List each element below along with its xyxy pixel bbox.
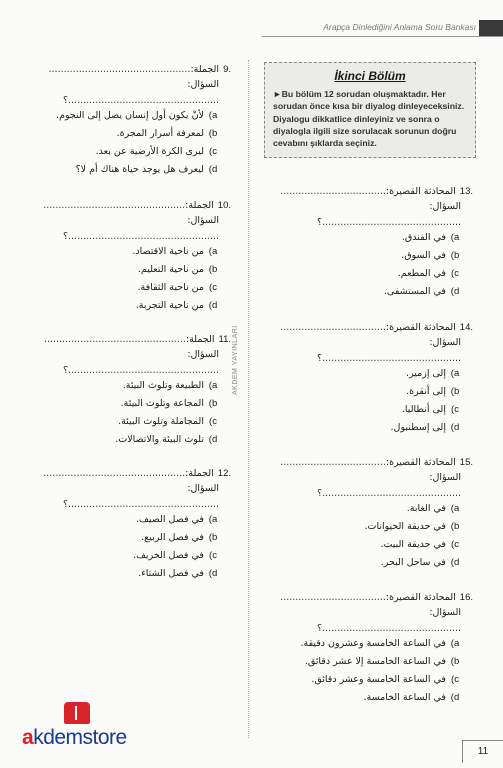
answer-option[interactable]: [16, 395, 231, 413]
answer-blank: ...............................................: [43, 468, 186, 479]
question-number: 11.: [218, 334, 231, 345]
question-block: [16, 62, 231, 179]
option-letter: c): [451, 674, 459, 685]
question-header: [16, 332, 231, 347]
question-block: [16, 198, 231, 315]
header-rule: [262, 36, 503, 37]
publisher-logo: [22, 702, 152, 752]
option-letter: c): [209, 416, 217, 427]
section-instructions: ►Bu bölüm 12 sorudan oluşmaktadır. Her sorudan önce kısa bir diyalog dinleyeceksiniz. Diyalogu dikkatlice dinleyiniz ve sonra o diyalogla ilgili size sorulacak sorunun doğru cevabını şıklarda seçiniz.: [273, 89, 465, 149]
prompt-label: الجملة:: [185, 334, 215, 345]
question-block: [16, 332, 231, 449]
answer-blank: ...............................................: [43, 200, 186, 211]
answer-option[interactable]: [263, 689, 473, 707]
option-letter: a): [450, 638, 460, 649]
answer-option[interactable]: [16, 261, 231, 279]
question-blank: ..............................................؟: [317, 353, 461, 364]
book-icon: [64, 702, 90, 724]
answer-option[interactable]: [16, 431, 231, 449]
question-line: [263, 199, 473, 229]
option-letter: d): [208, 164, 218, 175]
option-letter: c): [209, 146, 217, 157]
option-letter: a): [208, 110, 218, 121]
question-label: السؤال:: [429, 337, 461, 348]
logo-letter: a: [22, 726, 34, 749]
option-text: تلوث البيئة والاتصالات.: [115, 434, 204, 445]
option-letter: c): [451, 404, 459, 415]
option-text: في المطعم.: [397, 268, 446, 279]
answer-blank: ...................................: [280, 592, 386, 603]
question-blank: ..............................................؟: [317, 623, 461, 634]
option-text: الطبيعة وتلوث البيئة.: [122, 380, 204, 391]
question-number: 14.: [459, 322, 473, 333]
section-title: İkinci Bölüm: [334, 69, 406, 83]
option-letter: d): [450, 692, 460, 703]
answer-option[interactable]: [263, 229, 473, 247]
column-divider: [248, 60, 249, 738]
prompt-label: المحادثة القصيرة:: [385, 592, 456, 603]
option-letter: d): [208, 568, 218, 579]
answer-option[interactable]: [263, 283, 473, 301]
page-header-title: Arapça Dinlediğini Anlama Soru Bankası: [323, 22, 476, 32]
option-text: المجاعة وتلوث البيئة.: [120, 398, 204, 409]
answer-blank: ...................................: [280, 322, 386, 333]
question-blank: ..................................................؟: [62, 231, 219, 242]
option-letter: c): [451, 268, 459, 279]
question-label: السؤال:: [429, 607, 461, 618]
question-label: السؤال:: [429, 201, 461, 212]
option-letter: d): [208, 434, 218, 445]
answer-option[interactable]: [16, 529, 231, 547]
option-text: في الفندق.: [401, 232, 446, 243]
option-text: إلى إزمير.: [406, 368, 446, 379]
answer-option[interactable]: [263, 365, 473, 383]
side-publisher-label: AKDEM YAYINLARI: [232, 325, 239, 395]
question-blank: ..................................................؟: [62, 499, 219, 510]
answer-blank: ...............................................: [43, 334, 186, 345]
question-header: [16, 466, 231, 481]
option-text: في ساحل البحر.: [380, 557, 446, 568]
answer-option[interactable]: [263, 635, 473, 653]
prompt-label: المحادثة القصيرة:: [385, 186, 456, 197]
option-letter: c): [451, 539, 459, 550]
question-number: 15.: [459, 457, 473, 468]
section-intro-box: [264, 62, 476, 158]
answer-option[interactable]: [16, 565, 231, 583]
option-text: في فصل الربيع.: [141, 532, 204, 543]
option-text: في الغابة.: [406, 503, 446, 514]
question-header: [16, 62, 231, 77]
option-text: في حديقة الحيوانات.: [364, 521, 446, 532]
option-text: في حديقة البيت.: [380, 539, 446, 550]
option-text: في السوق.: [401, 250, 446, 261]
question-header: [16, 198, 231, 213]
answer-option[interactable]: [16, 279, 231, 297]
question-block: [16, 466, 231, 583]
question-line: [263, 335, 473, 365]
prompt-label: الجملة:: [185, 468, 214, 479]
question-line: [263, 605, 473, 635]
option-text: في الساعة الخامسة.: [363, 692, 446, 703]
option-letter: d): [208, 300, 218, 311]
answer-option[interactable]: [263, 500, 473, 518]
prompt-label: الجملة:: [190, 64, 220, 75]
option-text: في فصل الخريف.: [133, 550, 204, 561]
option-text: إلى أنقرة.: [406, 386, 446, 397]
question-number: 10.: [217, 200, 231, 211]
answer-option[interactable]: [16, 143, 231, 161]
question-header: [263, 320, 473, 335]
option-text: إلى أنطاليا.: [401, 404, 446, 415]
question-header: [263, 590, 473, 605]
answer-blank: ...................................: [280, 186, 386, 197]
option-text: إلى إسطنبول.: [390, 422, 446, 433]
option-text: من ناحية الثقافة.: [137, 282, 204, 293]
answer-option[interactable]: [16, 125, 231, 143]
option-letter: b): [208, 532, 218, 543]
question-label: السؤال:: [429, 472, 461, 483]
answer-option[interactable]: [263, 419, 473, 437]
answer-option[interactable]: [16, 161, 231, 179]
answer-option[interactable]: [16, 413, 231, 431]
option-letter: d): [450, 286, 460, 297]
option-letter: b): [450, 656, 460, 667]
option-letter: b): [208, 398, 218, 409]
question-header: [263, 184, 473, 199]
answer-option[interactable]: [16, 511, 231, 529]
answer-option[interactable]: [16, 243, 231, 261]
question-block: [263, 455, 473, 572]
question-number: 16.: [459, 592, 473, 603]
answer-option[interactable]: [16, 297, 231, 315]
question-line: [16, 347, 231, 377]
question-blank: ..............................................؟: [317, 217, 461, 228]
question-line: [16, 213, 231, 243]
option-letter: d): [450, 422, 460, 433]
answer-option[interactable]: [263, 653, 473, 671]
question-number: 9.: [223, 64, 231, 75]
option-letter: b): [450, 521, 460, 532]
option-letter: a): [450, 368, 460, 379]
option-text: المجاملة وتلوث البيئة.: [118, 416, 204, 427]
option-letter: a): [208, 514, 218, 525]
answer-option[interactable]: [263, 401, 473, 419]
question-label: السؤال:: [187, 483, 219, 494]
answer-option[interactable]: [263, 536, 473, 554]
option-letter: a): [450, 232, 460, 243]
answer-option[interactable]: [263, 554, 473, 572]
answer-option[interactable]: [263, 518, 473, 536]
option-letter: b): [450, 250, 460, 261]
answer-blank: ...................................: [280, 457, 386, 468]
option-letter: b): [208, 128, 218, 139]
question-blank: ..................................................؟: [62, 95, 219, 106]
option-letter: c): [209, 282, 217, 293]
option-text: لمعرفة أسرار المجرة.: [116, 128, 204, 139]
prompt-label: الجملة:: [185, 200, 214, 211]
answer-blank: ...............................................: [48, 64, 191, 75]
answer-option[interactable]: [263, 247, 473, 265]
option-letter: c): [209, 550, 217, 561]
logo-wordmark: kdemstore: [33, 726, 127, 749]
question-block: [263, 184, 473, 301]
option-text: في المستشفى.: [383, 286, 446, 297]
question-line: [16, 481, 231, 511]
option-text: لأنْ يكون أول إنسان يصل إلى النجوم.: [56, 110, 204, 121]
option-letter: a): [208, 380, 218, 391]
answer-option[interactable]: [16, 107, 231, 125]
question-blank: ..................................................؟: [62, 365, 219, 376]
option-letter: b): [208, 264, 218, 275]
option-text: من ناحية التعليم.: [137, 264, 204, 275]
question-blank: ..............................................؟: [317, 488, 461, 499]
option-text: في الساعة الخامسة إلا عشر دقائق.: [304, 656, 446, 667]
answer-option[interactable]: [16, 377, 231, 395]
option-letter: a): [208, 246, 218, 257]
option-text: من ناحية التجربة.: [135, 300, 204, 311]
answer-option[interactable]: [16, 547, 231, 565]
answer-option[interactable]: [263, 265, 473, 283]
prompt-label: المحادثة القصيرة:: [385, 457, 456, 468]
option-text: من ناحية الاقتصاد.: [132, 246, 204, 257]
header-bar: [479, 20, 503, 36]
answer-option[interactable]: [263, 383, 473, 401]
option-text: ليعرف هل يوجد حياة هناك أم لا؟: [75, 164, 204, 175]
option-letter: b): [450, 386, 460, 397]
question-label: السؤال:: [187, 79, 219, 90]
option-letter: d): [450, 557, 460, 568]
question-block: [263, 320, 473, 437]
answer-option[interactable]: [263, 671, 473, 689]
option-text: في الساعة الخامسة وعشر دقائق.: [311, 674, 446, 685]
question-number: 13.: [459, 186, 473, 197]
question-label: السؤال:: [187, 349, 219, 360]
option-text: ليرى الكرة الأرضية عن بعد.: [95, 146, 204, 157]
page-number: 11: [462, 740, 503, 763]
option-text: في الساعة الخامسة وعشرون دقيقة.: [300, 638, 446, 649]
question-label: السؤال:: [187, 215, 219, 226]
option-letter: a): [450, 503, 460, 514]
prompt-label: المحادثة القصيرة:: [385, 322, 456, 333]
question-header: [263, 455, 473, 470]
option-text: في فصل الصيف.: [136, 514, 204, 525]
question-line: [263, 470, 473, 500]
question-number: 12.: [217, 468, 231, 479]
option-text: في فصل الشتاء.: [138, 568, 204, 579]
question-block: [263, 590, 473, 707]
question-line: [16, 77, 231, 107]
